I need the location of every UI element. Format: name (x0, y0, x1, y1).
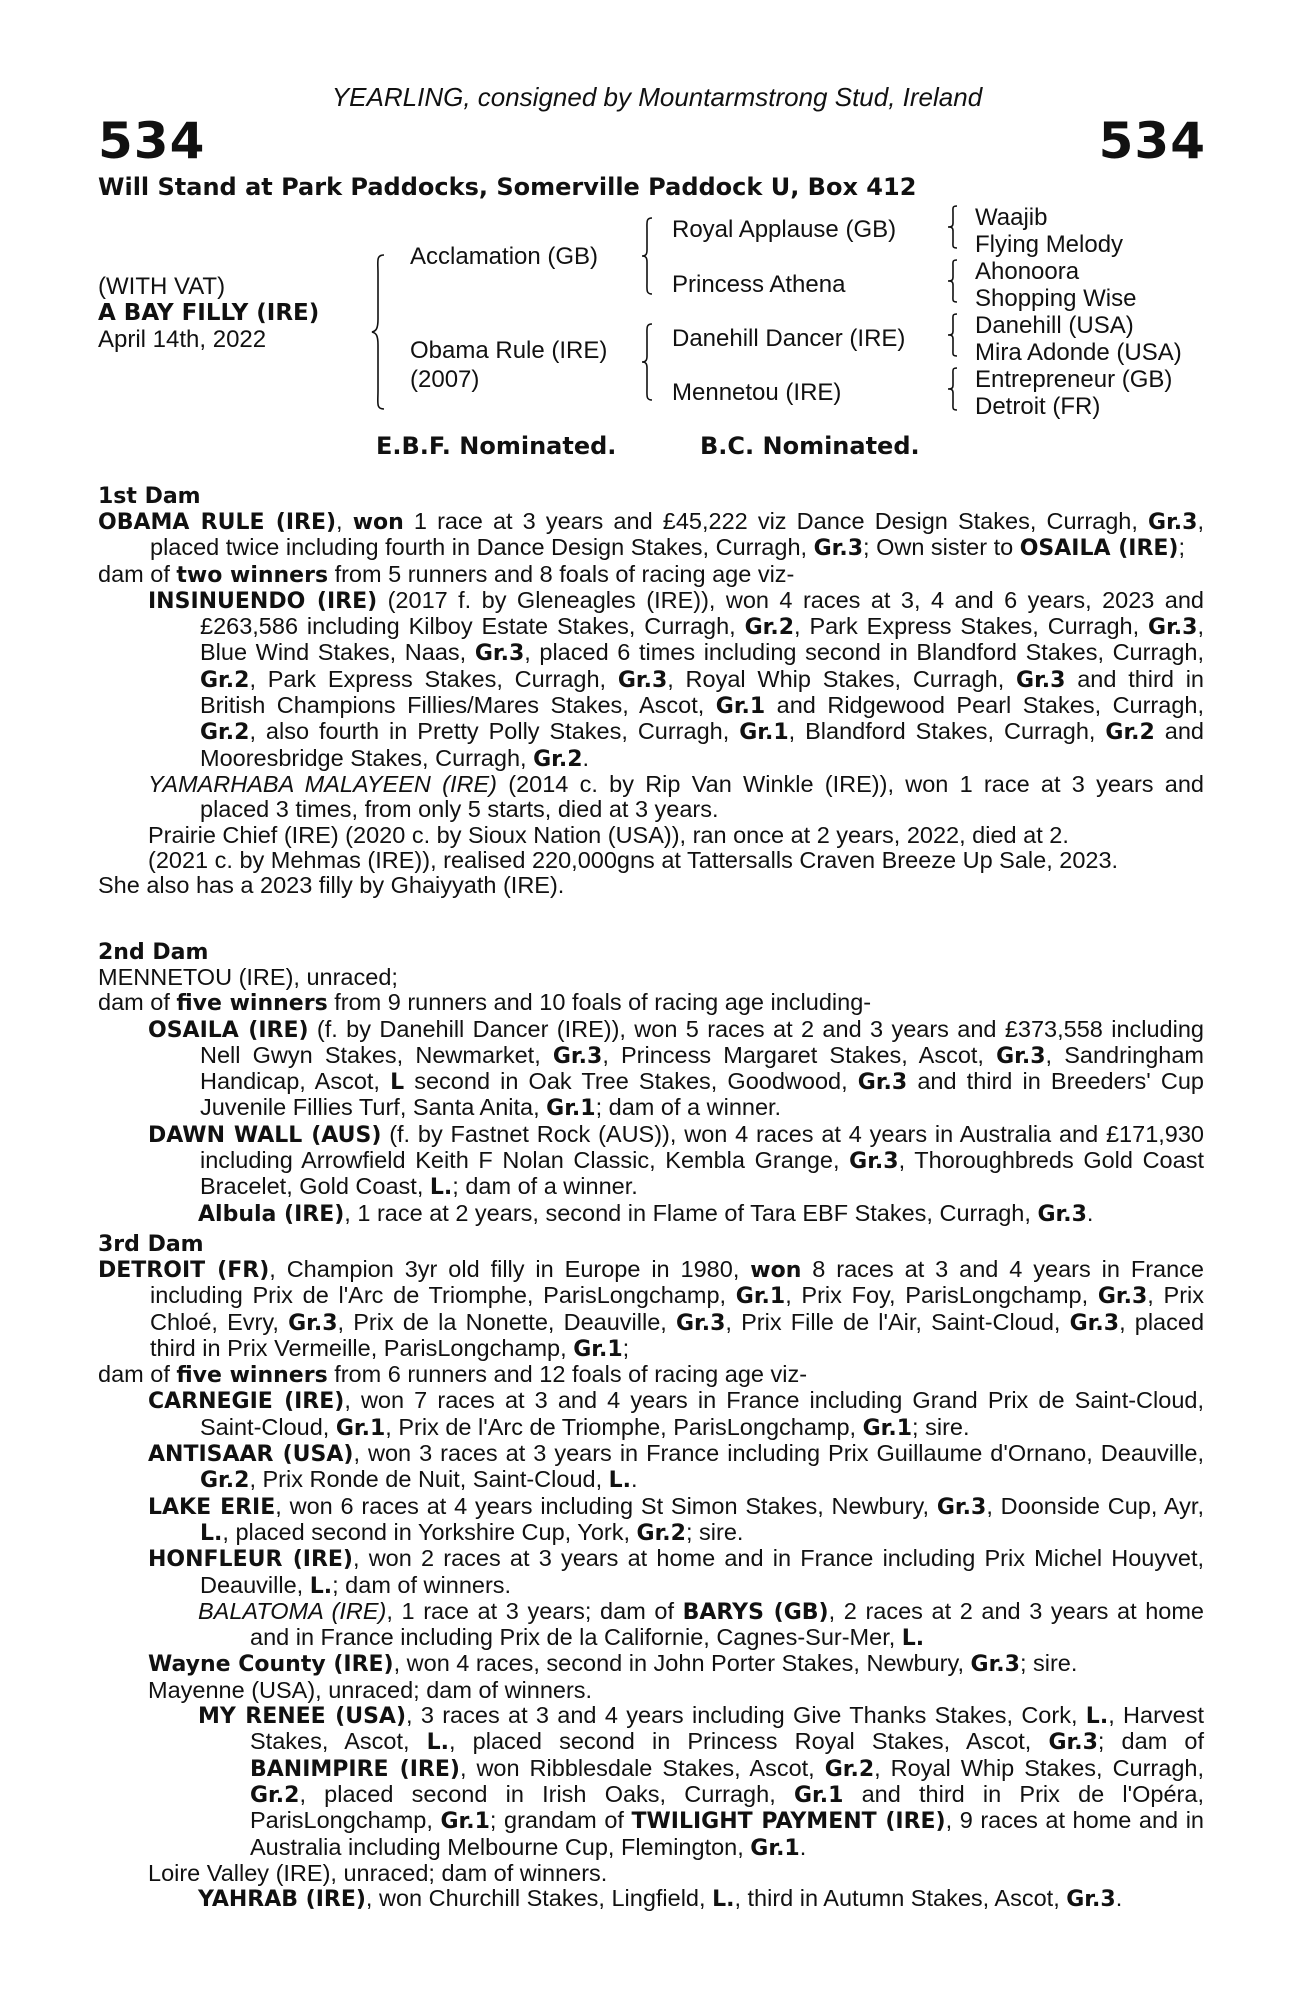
dam-dam: Mennetou (IRE) (672, 379, 842, 406)
third-dam-entry: DETROIT (FR), Champion 3yr old filly in Europe in 1980, won 8 races at 3 and 4 years in France including Prix de l'Arc de Triomphe, ParisLongchamp, Gr.1, Prix Foy, ParisLongchamp, Gr.3, Prix Chloé, Evry, Gr.3, Prix de la Nonette, Deauville, Gr.3, Prix Fille de l'Air, Saint-Cloud, Gr.3, placed third in Prix Vermeille, ParisLongchamp, Gr.1; (98, 1256, 1205, 1362)
consignor-header: YEARLING, consigned by Mountarmstrong Stud, Ireland (331, 82, 983, 112)
second-dam-section (98, 940, 1204, 1227)
ancestor-7: Entrepreneur (GB) (975, 366, 1173, 393)
ancestor-1: Waajib (975, 204, 1048, 231)
produce-yamarhaba: YAMARHABA MALAYEEN (IRE) (2014 c. by Rip Van Winkle (IRE)), won 1 race at 3 years and placed 3 times, from only 5 starts, died at 3 years. (148, 770, 1204, 823)
pedigree-brace-g3 (946, 312, 960, 358)
produce-insinuendo: INSINUENDO (IRE) (2017 f. by Gleneagles (IRE)), won 4 races at 3, 4 and 6 years, 2023 and £263,586 including Kilboy Estate Stakes, Curragh, Gr.2, Park Express Stakes, Curragh, Gr.3, Blue Wind Stakes, Naas, Gr.3, placed 6 times including second in Blandford Stakes, Curragh, Gr.2, Park Express Stakes, Curragh, Gr.3, Royal Whip Stakes, Curragh, Gr.3 and third in British Champions Fillies/Mares Stakes, Ascot, Gr.1 and Ridgewood Pearl Stakes, Curragh, Gr.2, also fourth in Pretty Polly Stakes, Curragh, Gr.1, Blandford Stakes, Curragh, Gr.2 and Mooresbridge Stakes, Curragh, Gr.2. (148, 586, 1205, 772)
pedigree-brace-main (370, 253, 390, 411)
produce-antisaar: ANTISAAR (USA), won 3 races at 3 years in France including Prix Guillaume d'Ornano, Deauville, Gr.2, Prix Ronde de Nuit, Saint-Cloud, L.. (148, 1440, 1204, 1494)
dam-sire: Danehill Dancer (IRE) (672, 325, 906, 352)
ancestor-2: Flying Melody (975, 231, 1124, 258)
pedigree-brace-dam (640, 322, 656, 402)
pedigree-brace-g4 (946, 366, 960, 412)
produce-honfleur: HONFLEUR (IRE), won 2 races at 3 years at home and in France including Prix Michel Houyvet, Deauville, L.; dam of winners. (148, 1545, 1204, 1599)
sire-dam: Princess Athena (672, 271, 846, 298)
produce-2021-colt: (2021 c. by Mehmas (IRE)), realised 220,000gns at Tattersalls Craven Breeze Up Sale, 2023. (148, 846, 1119, 873)
second-dam-entry: MENNETOU (IRE), unraced; (98, 964, 398, 990)
second-dam-heading: 2nd Dam (98, 940, 209, 965)
third-dam-heading: 3rd Dam (98, 1232, 204, 1257)
vat-label: (WITH VAT) (98, 273, 226, 300)
first-dam-heading: 1st Dam (98, 484, 201, 509)
foaling-date: April 14th, 2022 (98, 326, 267, 353)
produce-balatoma: BALATOMA (IRE), 1 race at 3 years; dam of BARYS (GB), 2 races at 2 and 3 years at home and in France including Prix de la Californie, Cagnes-Sur-Mer, L. (198, 1597, 1205, 1652)
ancestor-3: Ahonoora (975, 258, 1080, 285)
sire-sire: Royal Applause (GB) (672, 216, 897, 243)
lot-number-right: 534 (1098, 112, 1206, 170)
produce-mayenne: Mayenne (USA), unraced; dam of winners. (148, 1676, 593, 1703)
third-dam-section (98, 1232, 1204, 1912)
horse-name: A BAY FILLY (IRE) (98, 300, 320, 326)
produce-osaila: OSAILA (IRE) (f. by Danehill Dancer (IRE)), won 5 races at 2 and 3 years and £373,558 including Nell Gwyn Stakes, Newmarket, Gr.3, Princess Margaret Stakes, Ascot, Gr.3, Sandringham Handicap, Ascot, L second in Oak Tree Stakes, Goodwood, Gr.3 and third in Breeders' Cup Juvenile Fillies Turf, Santa Anita, Gr.1; dam of a winner. (148, 1015, 1205, 1122)
produce-carnegie: CARNEGIE (IRE), won 7 races at 3 and 4 years in France including Grand Prix de Saint-Cloud, Saint-Cloud, Gr.1, Prix de l'Arc de Triomphe, ParisLongchamp, Gr.1; sire. (148, 1387, 1204, 1441)
pedigree-brace-g1 (946, 204, 960, 250)
ancestor-8: Detroit (FR) (975, 393, 1101, 420)
first-dam-produce-summary: dam of two winners from 5 runners and 8 foals of racing age viz- (98, 560, 795, 588)
ancestor-6: Mira Adonde (USA) (975, 339, 1182, 366)
ancestor-4: Shopping Wise (975, 285, 1137, 312)
produce-2023-filly: She also has a 2023 filly by Ghaiyyath (IRE). (98, 872, 565, 899)
ancestor-5: Danehill (USA) (975, 312, 1134, 339)
first-dam-entry: OBAMA RULE (IRE), won 1 race at 3 years and £45,222 viz Dance Design Stakes, Curragh, Gr.3, placed twice including fourth in Dance Design Stakes, Curragh, Gr.3; Own sister to OSAILA (IRE); (98, 508, 1204, 562)
dam: Obama Rule (IRE) (410, 337, 608, 364)
third-dam-produce-summary: dam of five winners from 6 runners and 12 foals of racing age viz- (98, 1361, 808, 1389)
dam-year: (2007) (410, 366, 480, 393)
first-dam-section (98, 484, 1204, 898)
produce-prairie-chief: Prairie Chief (IRE) (2020 c. by Sioux Nation (USA)), ran once at 2 years, 2022, died at 2. (148, 821, 1069, 848)
produce-albula: Albula (IRE), 1 race at 2 years, second in Flame of Tara EBF Stakes, Curragh, Gr.3. (198, 1199, 1094, 1227)
sire: Acclamation (GB) (410, 243, 599, 270)
pedigree-brace-sire (640, 216, 656, 296)
produce-dawn-wall: DAWN WALL (AUS) (f. by Fastnet Rock (AUS)), won 4 races at 4 years in Australia and £171,930 including Arrowfield Keith F Nolan Classic, Kembla Grange, Gr.3, Thoroughbreds Gold Coast Bracelet, Gold Coast, L.; dam of a winner. (148, 1120, 1204, 1201)
lot-number-left: 534 (98, 112, 206, 170)
produce-lake-erie: LAKE ERIE, won 6 races at 4 years including St Simon Stakes, Newbury, Gr.3, Doonside Cup, Ayr, L., placed second in Yorkshire Cup, York, Gr.2; sire. (148, 1492, 1204, 1546)
produce-loire-valley: Loire Valley (IRE), unraced; dam of winners. (148, 1859, 608, 1886)
produce-yahrab: YAHRAB (IRE), won Churchill Stakes, Lingfield, L., third in Autumn Stakes, Ascot, Gr.3. (198, 1885, 1123, 1913)
produce-my-renee: MY RENEE (USA), 3 races at 3 and 4 years including Give Thanks Stakes, Cork, L., Harvest Stakes, Ascot, L., placed second in Princess Royal Stakes, Ascot, Gr.3; dam of BANIMPIRE (IRE), won Ribblesdale Stakes, Ascot, Gr.2, Royal Whip Stakes, Curragh, Gr.2, placed second in Irish Oaks, Curragh, Gr.1 and third in Prix de l'Opéra, ParisLongchamp, Gr.1; grandam of TWILIGHT PAYMENT (IRE), 9 races at home and in Australia including Melbourne Cup, Flemington, Gr.1. (198, 1702, 1205, 1861)
stand-location: Will Stand at Park Paddocks, Somerville Paddock U, Box 412 (98, 173, 917, 201)
produce-wayne-county: Wayne County (IRE), won 4 races, second in John Porter Stakes, Newbury, Gr.3; sire. (148, 1650, 1078, 1678)
bc-nomination: B.C. Nominated. (700, 432, 920, 460)
pedigree-brace-g2 (946, 258, 960, 304)
second-dam-produce-summary: dam of five winners from 9 runners and 10 foals of racing age including- (98, 989, 872, 1017)
ebf-nomination: E.B.F. Nominated. (376, 432, 617, 460)
